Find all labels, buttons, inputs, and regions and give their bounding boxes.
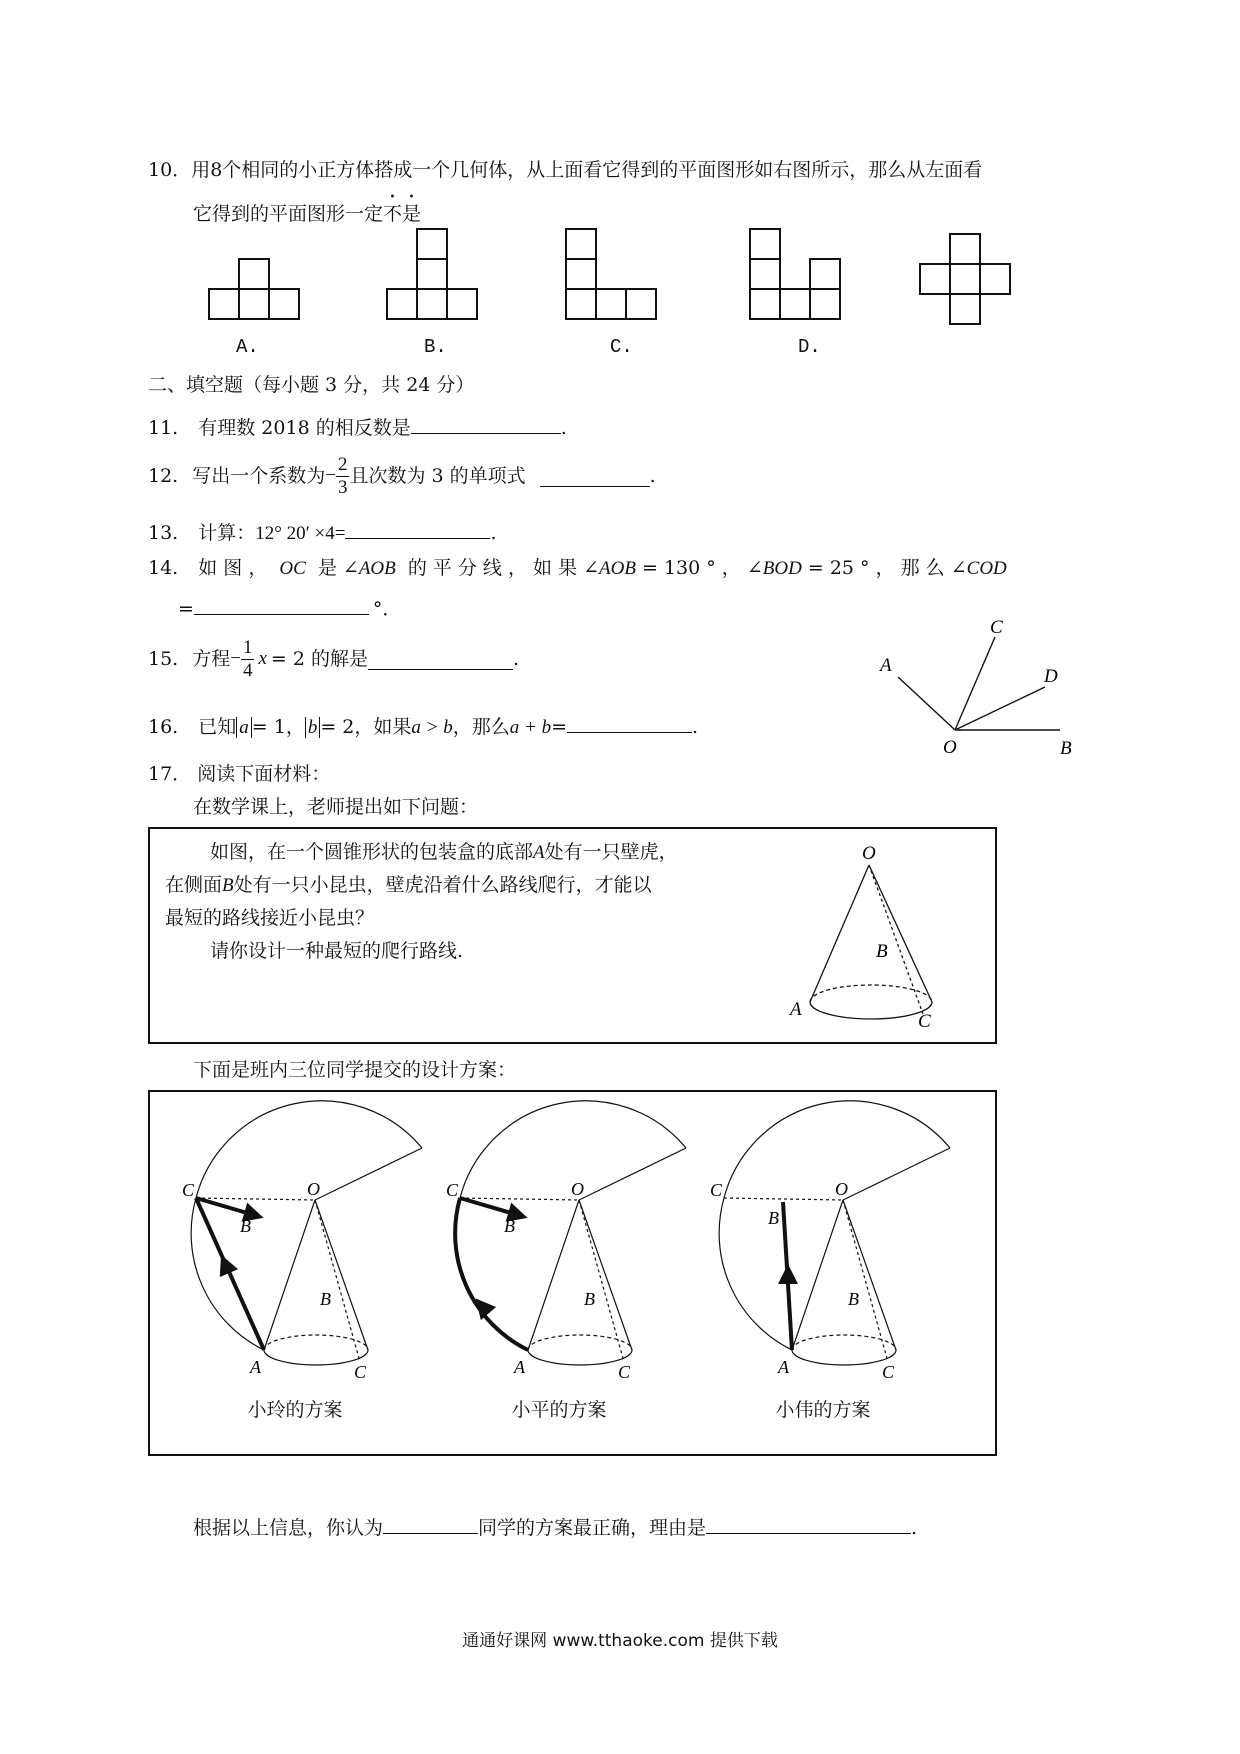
- section2-title: 二、填空题（每小题 3 分，共 24 分）: [148, 374, 475, 396]
- box-line2a: 在侧面: [165, 874, 223, 896]
- q15-var: x: [258, 648, 267, 669]
- p1-label-b: B: [240, 1216, 251, 1236]
- q14-aob: AOB: [358, 558, 396, 579]
- box-line1b: 处有一只壁虎，: [544, 841, 678, 863]
- path-ac: [196, 1198, 264, 1350]
- plans-intro: 下面是班内三位同学提交的设计方案：: [193, 1059, 517, 1081]
- q14-degree: °．: [372, 598, 402, 620]
- cone-figure: [780, 845, 955, 1035]
- q14-p2: 是 ∠: [317, 557, 359, 579]
- box-line1: [210, 840, 678, 865]
- option-a-figure: [209, 259, 299, 319]
- q14-line2: [178, 594, 401, 621]
- label-c: C: [990, 617, 1003, 638]
- q17-intro: 在数学课上，老师提出如下问题：: [193, 796, 479, 818]
- p1-label-a: A: [250, 1357, 261, 1377]
- cone-label-a: A: [790, 999, 802, 1020]
- label-b: B: [1060, 738, 1072, 759]
- q11: [148, 413, 567, 440]
- box-line1a: 如图，在一个圆锥形状的包装盒的底部: [210, 841, 534, 863]
- box-line4: 请你设计一种最短的爬行路线.: [210, 940, 464, 962]
- option-c-label: C.: [610, 336, 633, 358]
- q16-end: .: [692, 716, 699, 738]
- q16-cond: a > b: [411, 717, 453, 738]
- path-arc-ac: [455, 1198, 528, 1350]
- q11-answer-blank[interactable]: [411, 413, 561, 434]
- q14-p4: = 130 ° ， ∠: [642, 557, 763, 579]
- option-b-figure: [387, 229, 477, 319]
- q15-post: = 2 的解是: [270, 648, 368, 670]
- q11-text: 有理数 2018 的相反数是: [198, 417, 411, 439]
- label-o: O: [943, 737, 957, 758]
- option-b-label: B.: [424, 336, 447, 358]
- q10-text-line2: 它得到的平面图形一定: [193, 203, 384, 225]
- plan-xiaoling: [191, 1101, 422, 1365]
- p2-label-c: C: [446, 1180, 459, 1200]
- q14-p3: 的 平 分 线 ， 如 果 ∠: [407, 557, 600, 579]
- q14-bod: BOD: [762, 558, 802, 579]
- q12-neg: −: [325, 465, 336, 486]
- plans-figures: [150, 1092, 990, 1392]
- cone-right-edge: [869, 865, 932, 1002]
- q16-eq2: = 2，如果: [320, 716, 412, 738]
- q13-answer-blank[interactable]: [345, 518, 490, 539]
- q15-answer-blank[interactable]: [368, 649, 513, 670]
- p3-label-c: C: [710, 1180, 723, 1200]
- q16-pre: 已知: [198, 716, 237, 738]
- q14-oc: OC: [279, 558, 306, 579]
- q16-mid: ，那么: [452, 716, 510, 738]
- q17-title-text: 阅读下面材料：: [197, 763, 331, 785]
- q14-aob2: AOB: [599, 558, 636, 579]
- p3-label-b2: B: [848, 1289, 859, 1309]
- q14-p5: = 25 ° ， 那 么 ∠: [807, 557, 967, 579]
- q17-title: [148, 762, 330, 786]
- q15-end: .: [512, 648, 520, 670]
- angle-figure: [860, 615, 1100, 760]
- cone-left-edge: [810, 865, 869, 1002]
- q16-number: 16.: [148, 716, 179, 738]
- label-d: D: [1044, 666, 1058, 687]
- footer-text: 通通好课网 www.tthaoke.com 提供下载: [462, 1631, 778, 1651]
- q17-number: 17．: [148, 763, 192, 785]
- q15-neg: −: [230, 648, 241, 669]
- cone-label-c: C: [918, 1011, 931, 1032]
- q16-abs-a: a: [236, 717, 252, 738]
- p2-label-b: B: [504, 1216, 515, 1236]
- q14-answer-blank[interactable]: [194, 594, 369, 615]
- option-d-label: D.: [798, 336, 821, 358]
- q10-figures: [0, 0, 1240, 360]
- q11-end: .: [560, 417, 567, 439]
- q14-number: 14.: [148, 557, 179, 579]
- q13: [148, 518, 497, 546]
- conclusion-reason-blank[interactable]: [706, 1513, 911, 1534]
- p1-label-c2: C: [354, 1362, 367, 1382]
- conclusion-name-blank[interactable]: [383, 1513, 478, 1534]
- box-line1-a: A: [533, 842, 545, 863]
- ray-oa: [898, 677, 955, 730]
- q12-fraction: [336, 454, 350, 499]
- q13-text: 计算：12° 20′ ×4=: [198, 523, 346, 544]
- plan-xiaoping: [455, 1101, 686, 1365]
- q10-emphasis: 不是: [383, 203, 422, 225]
- box-line2b: 处有一只小昆虫，壁虎沿着什么路线爬行，才能以: [233, 874, 652, 896]
- q12: [148, 446, 656, 506]
- q12-post: 且次数为 3 的单项式: [349, 465, 526, 487]
- q15-pre: 方程: [192, 648, 231, 670]
- conclusion-end: .: [911, 1517, 918, 1539]
- conclusion: [193, 1513, 917, 1540]
- q16-sum: a + b: [509, 717, 552, 738]
- q14-p1: 如 图 ，: [198, 557, 268, 579]
- q13-end: .: [490, 522, 497, 544]
- option-a-label: A.: [236, 336, 259, 358]
- q15-frac-den: 4: [242, 659, 253, 681]
- cone-base-back: [810, 985, 932, 1002]
- p3-label-a: A: [778, 1357, 789, 1377]
- p3-label-o: O: [835, 1179, 848, 1199]
- p2-label-a: A: [514, 1357, 525, 1377]
- q12-answer-blank[interactable]: [540, 466, 650, 487]
- q12-end: .: [649, 465, 656, 487]
- q16-abs-b: b: [305, 717, 321, 738]
- p2-label-c2: C: [618, 1362, 631, 1382]
- ray-oc: [955, 637, 995, 730]
- q15: [148, 628, 519, 690]
- q10-number: 10．: [148, 159, 192, 181]
- path-cb: [196, 1198, 254, 1215]
- q12-frac-num: 2: [337, 453, 348, 475]
- caption-xiaoling: 小玲的方案: [247, 1399, 343, 1421]
- top-view-figure: [920, 234, 1010, 324]
- caption-xiaoping: 小平的方案: [511, 1399, 607, 1421]
- ray-od: [955, 687, 1045, 730]
- cone-base-front: [810, 1002, 932, 1019]
- cone-label-o: O: [862, 845, 876, 864]
- p3-label-c2: C: [882, 1362, 895, 1382]
- p3-label-b: B: [768, 1208, 779, 1228]
- q12-frac-den: 3: [337, 476, 348, 498]
- p2-label-o: O: [571, 1179, 584, 1199]
- q12-number: 12.: [148, 465, 179, 487]
- q11-number: 11.: [148, 417, 179, 439]
- label-a: A: [880, 655, 892, 676]
- box-line3: 最短的路线接近小昆虫？: [165, 907, 375, 929]
- q15-frac-num: 1: [242, 636, 253, 658]
- sector-dashed-oc: [196, 1198, 315, 1200]
- p1-label-o: O: [307, 1179, 320, 1199]
- option-d-figure: [750, 229, 840, 319]
- q13-number: 13.: [148, 522, 179, 544]
- q16: [148, 712, 698, 740]
- q14-eq: =: [178, 598, 194, 620]
- p2-label-b2: B: [584, 1289, 595, 1309]
- conclusion-mid: 同学的方案最正确，理由是: [478, 1517, 707, 1539]
- q14-cod: COD: [966, 558, 1007, 579]
- q16-eq3: =: [551, 716, 567, 738]
- q10-text-line1: 用8个相同的小正方体搭成一个几何体，从上面看它得到的平面图形如右图所示，那么从左面看: [191, 159, 983, 181]
- caption-xiaowei: 小伟的方案: [775, 1399, 871, 1421]
- q14-line1: [148, 556, 1007, 581]
- sector-radius: [315, 1148, 422, 1200]
- q15-number: 15.: [148, 648, 179, 670]
- q16-answer-blank[interactable]: [567, 712, 692, 733]
- box-line2-b: B: [222, 875, 234, 896]
- p1-label-b2: B: [320, 1289, 331, 1309]
- p1-label-c: C: [182, 1180, 195, 1200]
- plan-xiaowei: [719, 1101, 950, 1365]
- cone-label-b: B: [876, 941, 888, 962]
- conclusion-pre: 根据以上信息，你认为: [193, 1517, 384, 1539]
- q12-pre: 写出一个系数为: [192, 465, 326, 487]
- option-c-figure: [566, 229, 656, 319]
- q15-fraction: [241, 637, 255, 682]
- box-line2: [165, 873, 652, 898]
- cone-hidden-line: [869, 865, 923, 1014]
- q16-eq1: = 1，: [251, 716, 305, 738]
